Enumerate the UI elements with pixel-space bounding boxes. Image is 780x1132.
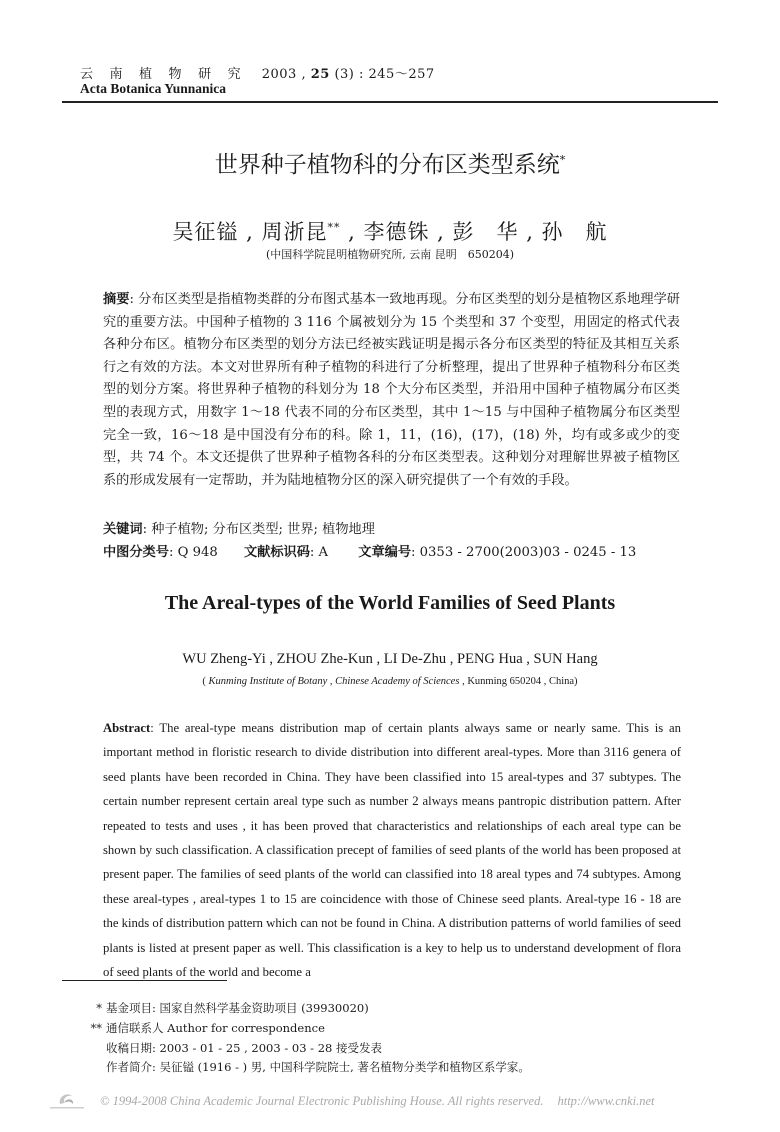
authors-en: WU Zheng-Yi , ZHOU Zhe-Kun , LI De-Zhu , PENG Hua , SUN Hang — [182, 651, 598, 667]
affiliation-en: ( Kunming Institute of Botany , Chinese Academy of Sciences , Kunming 650204 , China) — [202, 676, 578, 687]
footnote-correspondence: ** 通信联系人 Author for correspondence — [90, 1021, 325, 1035]
abstract-cn-text: : 分布区类型是指植物类群的分布图式基本一致地再现。分布区类型的划分是植物区系地理学研究的重要方法。中国种子植物的 3 116 个属被划分为 15 个类型和 37 个变型，用固定的格式代表各种分布区。植物分布区类型的划分方法已经被实践证明是揭示各分布区类型的特征及其相互关系行之有效的方法。本文对世界所有种子植物的科进行了分析整理，提出了世界种子植物科分布区类型的划分方案。将世界种子植物的科划分为 18 个大分布区类型，并沿用中国种子植物属分布区类型的表现方式，用数字 1～18 代表不同的分布区类型，其中 1～15 与中国种子植物属分布区类型完全一致，16～18 是中国没有分布的科。除 1，11，(16)，(17)，(18) 外，均有或多或少的变型，共 74 个。本文还提供了世界种子植物各科的分布区类型表。这种划分对理解世界被子植物区系的形成发展有一定帮助，并为陆地植物分区的深入研究提供了一个有效的手段。 — [103, 292, 680, 488]
abstract-cn — [103, 289, 680, 492]
paper-title-cn: 世界种子植物科的分布区类型系统* — [214, 152, 566, 178]
abstract-en-text: : The areal-type means distribution map of certain plants always same or nearly same. This is an important method in floristic research to divide distribution into different areal-types. More than 3116 genera of seed plants have been recorded in China. They have been classified into 15 areal-types and 37 subtypes. The certain number represent certain areal type such as number 2 always means pantropic distribution pattern. After repeated to tests and uses , it has been proved that characteristics and relationships of each areal type can be shown by such classification. A classification precept of families of seed plants of the world has been proposed at present paper. The families of seed plants of the world can classified into 18 areal types and 74 subtypes. Among these areal-types , areal-types 1 to 15 are coincidence with those of Chinese seed plants. Areal-type 16 - 18 are the kinds of distribution pattern which can not be found in China. A distribution patterns of world families of seed plants is listed at present paper as well. This classification is a key to help us to understand development of flora of seed plants of the world and become a — [103, 721, 681, 980]
cnki-link[interactable]: http://www.cnki.net — [557, 1094, 655, 1108]
citation-issue-pages: (3) : 245～257 — [329, 67, 435, 82]
copyright-footer: © 1994-2008 China Academic Journal Electronic Publishing House. All rights reserved. http://www.cnki.net — [100, 1094, 655, 1108]
abstract-en-label: Abstract — [103, 721, 151, 735]
cnki-logo-icon — [46, 1088, 88, 1112]
title-footnote-mark: * — [559, 153, 566, 167]
corresponding-author-mark: ** — [327, 221, 341, 234]
abstract-cn-label: 摘要 — [103, 292, 130, 307]
paper-title-en: The Areal-types of the World Families of Seed Plants — [164, 592, 616, 614]
keywords-cn: 关键词: 种子植物; 分布区类型; 世界; 植物地理 — [103, 522, 375, 537]
footnote-author-bio: 作者简介: 吴征镒 (1916 - ) 男, 中国科学院院士, 著名植物分类学和植物区系学家。 — [106, 1060, 530, 1074]
classification-line: 中图分类号: Q 948 文献标识码: A 文章编号: 0353 - 2700(2003)03 - 0245 - 13 — [103, 545, 637, 560]
affiliation-cn: (中国科学院昆明植物研究所, 云南 昆明 650204) — [265, 248, 515, 261]
citation-year: 2003 , — [261, 67, 311, 82]
journal-name-en: Acta Botanica Yunnanica — [80, 81, 227, 96]
journal-header-line — [80, 63, 435, 82]
footnote-funding: * 基金项目: 国家自然科学基金资助项目 (39930020) — [96, 1001, 369, 1015]
authors-cn: 吴征镒 , 周浙昆** , 李德铢 , 彭 华 , 孙 航 — [172, 220, 608, 244]
footnote-rule — [62, 980, 227, 981]
journal-name-cn: 云 南 植 物 研 究 — [80, 67, 242, 82]
citation-volume: 25 — [310, 67, 330, 82]
footnote-received: 收稿日期: 2003 - 01 - 25 , 2003 - 03 - 28 接受发表 — [106, 1041, 383, 1055]
abstract-en — [103, 716, 681, 984]
header-rule — [62, 101, 718, 103]
